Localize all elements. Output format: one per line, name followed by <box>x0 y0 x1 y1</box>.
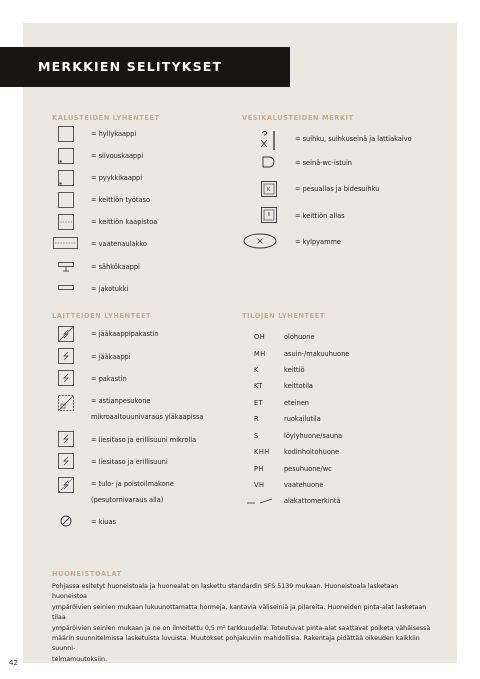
room-name: vaatehuone <box>284 481 324 489</box>
manifold-icon <box>58 284 74 292</box>
room-name: alakattomerkintä <box>284 497 341 505</box>
text-line: Pohjassa esitetyt huoneistoala ja huonealat on laskettu standardin SFS 5139 mukaan. Huoneistoala lasketaan huoneistoa <box>52 583 399 601</box>
legend-label: = liesitaso ja erillisuuni <box>91 458 168 466</box>
text-line: telmamuutoksiin. <box>52 655 107 663</box>
sauna-stove-icon <box>60 515 72 527</box>
furniture-heading: KALUSTEIDEN LYHENTEET <box>52 114 160 122</box>
fridge-icon <box>58 348 74 364</box>
title-banner <box>0 47 290 87</box>
legend-label: = sähkökaappi <box>91 263 140 271</box>
lowered-ceiling-icon <box>246 497 274 505</box>
legend-label: = hyllykaappi <box>91 130 137 138</box>
legend-label: = seinä-wc-istuin <box>295 159 352 167</box>
plumbing-heading: VESIKALUSTEIDEN MERKIT <box>242 114 354 122</box>
legend-label: = jääkaappi <box>91 353 131 361</box>
ventilation-unit-icon <box>58 477 74 493</box>
room-name: löylyhuone/sauna <box>284 432 343 440</box>
appliances-heading: LAITTEIDEN LYHENTEET <box>52 312 152 320</box>
legend-label: = keittiön työtaso <box>91 196 151 204</box>
room-abbreviation: KHH <box>254 448 270 456</box>
svg-text:K: K <box>267 187 271 193</box>
legend-label: = pyykkikaappi <box>91 174 143 182</box>
legend-label: = siivouskaappi <box>91 152 144 160</box>
legend-label: = vaatenaulakko <box>91 240 147 248</box>
floor-area-heading: HUONEISTOALAT <box>52 570 122 578</box>
room-abbreviation: ET <box>254 399 264 407</box>
room-abbreviation: OH <box>254 333 266 341</box>
rooms-heading: TILOJEN LYHENTEET <box>242 312 325 320</box>
dishwasher-icon <box>58 395 74 411</box>
stove-microwave-icon <box>58 431 74 447</box>
legend-label: mikroaaltouunivaraus yläkaapissa <box>91 413 204 421</box>
room-name: asuin-/makuuhuone <box>284 350 350 358</box>
kitchen-cabinets-icon <box>58 214 74 230</box>
coat-rack-icon <box>53 237 78 249</box>
floor-area-text <box>52 582 432 665</box>
legend-label: = jakotukki <box>91 285 129 293</box>
text-line: määrin suunnitelmissa lasketuista luvuista. Muutokset pohjakuviin mahdollisia. Rakentaja pidättää oikeuden kaikkiin suunni- <box>52 635 420 653</box>
wall-toilet-icon <box>262 156 276 168</box>
page-number: 42 <box>9 659 18 667</box>
stove-icon <box>58 453 74 469</box>
room-abbreviation: KT <box>254 382 263 390</box>
legend-label: = keittiön allas <box>295 212 345 220</box>
legend-label: = jääkaappipakastin <box>91 330 159 338</box>
room-name: pesuhuone/wc <box>284 465 332 473</box>
legend-label: = kylpyamme <box>295 238 341 246</box>
room-abbreviation: PH <box>254 465 264 473</box>
freezer-icon <box>58 370 74 386</box>
room-name: ruokailutila <box>284 415 321 423</box>
text-line: ympäröivien seinien mukaan ja ne on ilmoitettu 0,5 m² tarkkuudella. Toteutuvat pinta-alat saattavat poiketa vähäisessä <box>52 624 431 632</box>
legend-label: = astianpesukone <box>91 397 151 405</box>
shower-icon <box>258 129 280 151</box>
legend-label: = pakastin <box>91 375 127 383</box>
room-name: eteinen <box>284 399 309 407</box>
page-title: MERKKIEN SELITYKSET <box>38 59 223 74</box>
legend-label: = suihku, suihkuseinä ja lattiakaivo <box>295 135 412 143</box>
room-abbreviation: K <box>254 366 259 374</box>
room-name: olohuone <box>284 333 315 341</box>
fridge-freezer-icon <box>58 326 74 342</box>
legend-label: = tulo- ja poistoilmakone <box>91 480 174 488</box>
room-abbreviation: S <box>254 432 259 440</box>
cleaning-cabinet-icon <box>58 148 74 164</box>
legend-label: = keittiön kaapistoa <box>91 218 158 226</box>
room-name: keittotila <box>284 382 313 390</box>
legend-label: (pesutornivaraus alla) <box>91 496 164 504</box>
bathtub-icon <box>243 233 277 249</box>
legend-label: = liesitaso ja erillisuuni mikrolla <box>91 436 197 444</box>
text-line: ympäröivien seinien mukaan lukuunottamatta hormeja, kantavia väliseiniä ja pilareita. Huoneiden pinta-alat lasketaan tilaa <box>52 603 427 622</box>
room-abbreviation: MH <box>254 350 266 358</box>
kitchen-counter-icon <box>58 192 74 208</box>
electrical-cabinet-icon <box>58 262 74 272</box>
kitchen-sink-icon <box>261 207 277 223</box>
room-name: kodinhoitohuone <box>284 448 340 456</box>
legend-label: = pesuallas ja bidesuihku <box>295 185 380 193</box>
legend-label: = kiuas <box>91 518 116 526</box>
washbasin-bidet-icon <box>261 181 277 197</box>
room-abbreviation: VH <box>254 481 265 489</box>
laundry-cabinet-icon <box>58 170 74 186</box>
room-abbreviation: R <box>254 415 260 423</box>
shelf-cabinet-icon <box>58 126 74 142</box>
room-name: keittiö <box>284 366 305 374</box>
